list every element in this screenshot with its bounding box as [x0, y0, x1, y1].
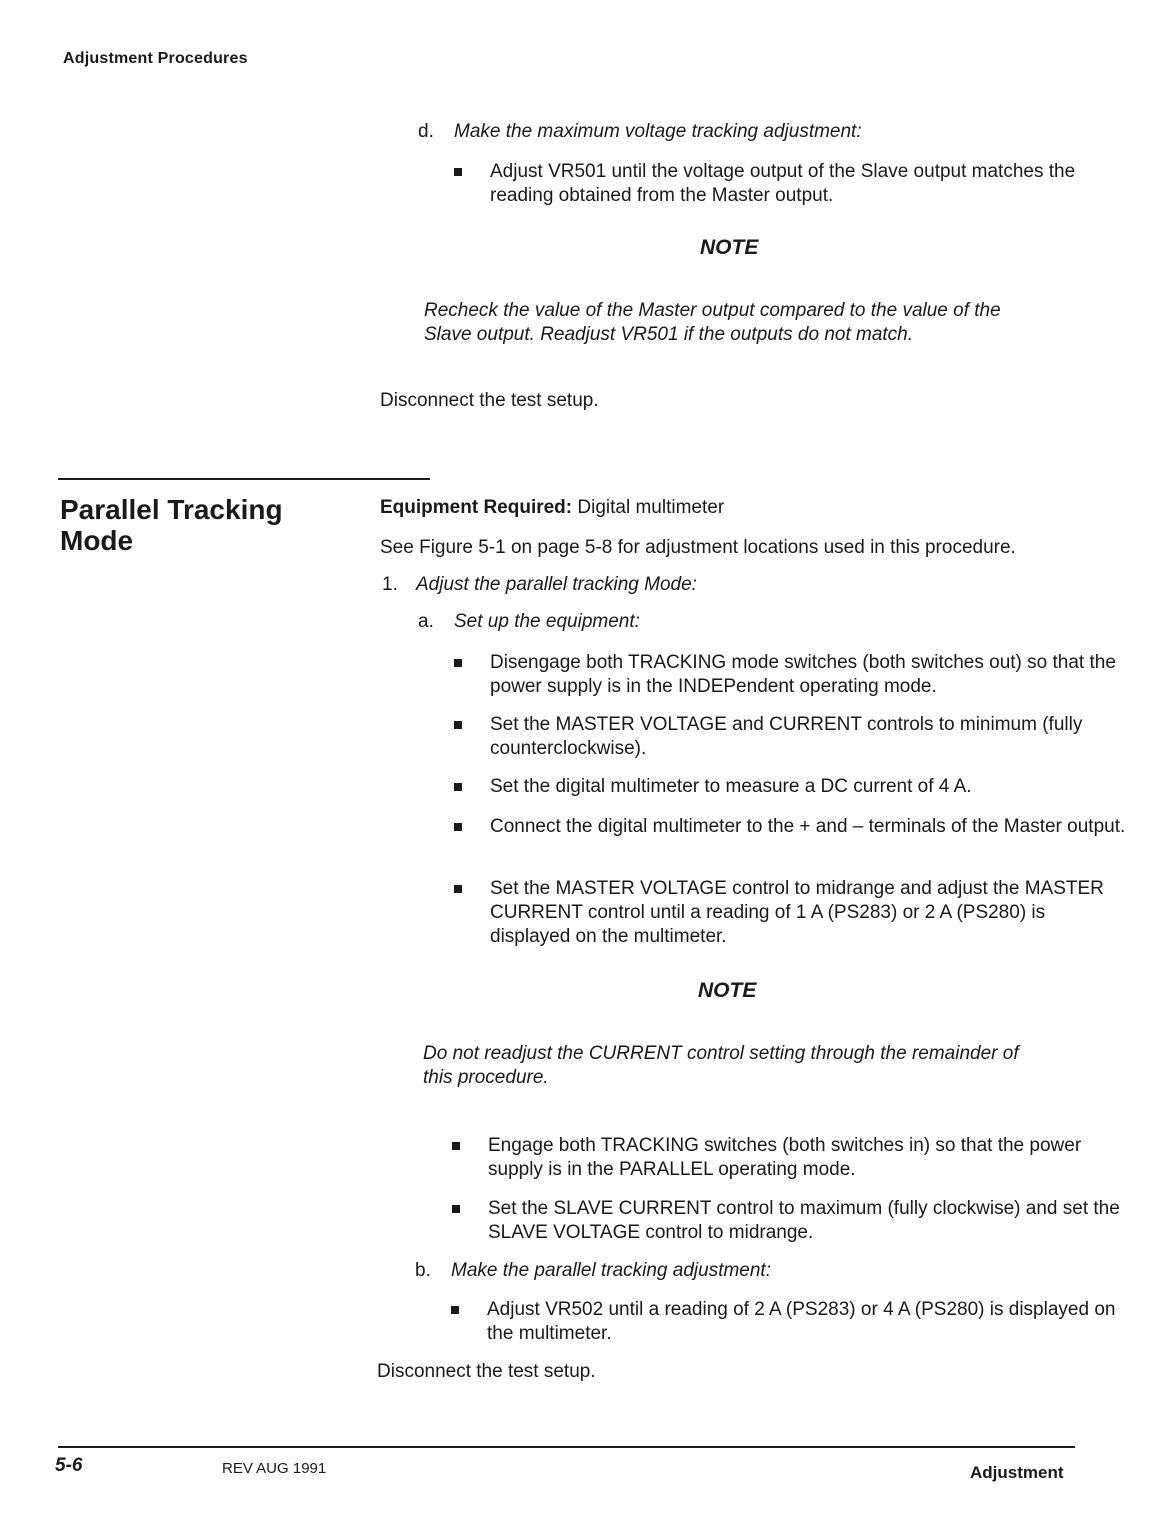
bullet-square-icon — [454, 659, 462, 667]
figure-reference: See Figure 5-1 on page 5-8 for adjustment locations used in this procedure. — [380, 537, 1016, 558]
bullet-item — [451, 1298, 1127, 1346]
section-divider — [58, 478, 430, 480]
bullet-text: Connect the digital multimeter to the + and – terminals of the Master output. — [490, 816, 1126, 837]
note-text: Do not readjust the CURRENT control setting through the remainder of this procedure. — [423, 1043, 1019, 1088]
step-1-title: Adjust the parallel tracking Mode: — [416, 574, 697, 595]
step-d-label: d. — [418, 121, 434, 142]
running-header: Adjustment Procedures — [63, 50, 248, 67]
note-heading: NOTE — [700, 236, 759, 259]
step-d-title: Make the maximum voltage tracking adjustment: — [454, 121, 862, 142]
equipment-required — [380, 496, 724, 520]
disconnect-instruction: Disconnect the test setup. — [377, 1361, 596, 1382]
bullet-item — [454, 775, 1130, 799]
step-a-label: a. — [418, 611, 434, 632]
bullet-square-icon — [452, 1205, 460, 1213]
bullet-square-icon — [454, 885, 462, 893]
bullet-square-icon — [454, 721, 462, 729]
step-a-title: Set up the equipment: — [454, 611, 640, 632]
bullet-item — [454, 160, 1130, 208]
bullet-item — [454, 815, 1130, 839]
bullet-text: Adjust VR502 until a reading of 2 A (PS283) or 4 A (PS280) is displayed on the multimeter. — [487, 1299, 1116, 1344]
bullet-text: Adjust VR501 until the voltage output of the Slave output matches the reading obtained from the Master output. — [490, 161, 1076, 206]
bullet-item — [454, 713, 1130, 761]
bullet-square-icon — [454, 823, 462, 831]
bullet-square-icon — [452, 1142, 460, 1150]
section-title-line1: Parallel Tracking — [60, 494, 283, 525]
bullet-square-icon — [454, 168, 462, 176]
step-b-title: Make the parallel tracking adjustment: — [451, 1260, 771, 1281]
bullet-text: Disengage both TRACKING mode switches (both switches out) so that the power supply is in the INDEPendent operating mode. — [490, 652, 1116, 697]
step-b-label: b. — [415, 1260, 431, 1281]
note-text: Recheck the value of the Master output compared to the value of the Slave output. Readjust VR501 if the outputs do not match. — [424, 300, 1001, 345]
page-number: 5-6 — [55, 1455, 83, 1476]
equipment-label: Equipment Required: — [380, 497, 573, 518]
bullet-square-icon — [454, 783, 462, 791]
bullet-item — [454, 651, 1130, 699]
equipment-value: Digital multimeter — [577, 497, 725, 518]
disconnect-instruction: Disconnect the test setup. — [380, 390, 599, 411]
note-heading: NOTE — [698, 979, 757, 1002]
bullet-item — [452, 1197, 1128, 1245]
bullet-text: Set the MASTER VOLTAGE and CURRENT controls to minimum (fully counterclockwise). — [490, 714, 1083, 759]
bullet-text: Set the SLAVE CURRENT control to maximum (fully clockwise) and set the SLAVE VOLTAGE control to midrange. — [488, 1198, 1120, 1243]
bullet-square-icon — [451, 1306, 459, 1314]
revision-date: REV AUG 1991 — [222, 1460, 327, 1477]
section-title-line2: Mode — [60, 525, 134, 556]
section-title — [60, 494, 283, 556]
bullet-text: Engage both TRACKING switches (both switches in) so that the power supply is in the PARALLEL operating mode. — [488, 1135, 1082, 1180]
bullet-item — [452, 1134, 1128, 1182]
chapter-name: Adjustment — [970, 1463, 1064, 1482]
step-1-label: 1. — [382, 574, 398, 595]
bullet-text: Set the digital multimeter to measure a DC current of 4 A. — [490, 776, 972, 797]
bullet-text: Set the MASTER VOLTAGE control to midrange and adjust the MASTER CURRENT control until a reading of 1 A (PS283) or 2 A (PS280) is displayed on the multimeter. — [490, 878, 1104, 947]
footer-divider — [58, 1446, 1075, 1448]
bullet-item — [454, 877, 1130, 949]
